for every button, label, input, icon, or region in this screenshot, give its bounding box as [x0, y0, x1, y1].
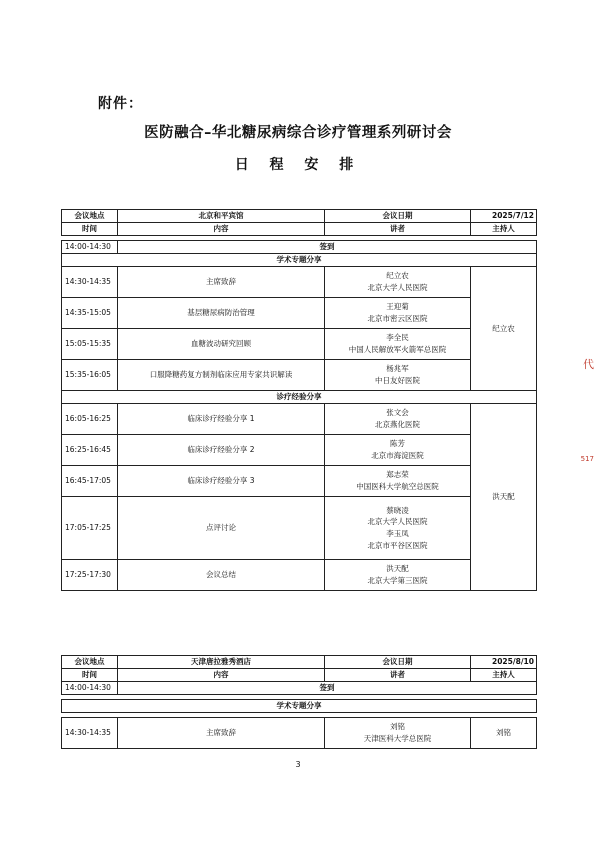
- date-value: 2025/8/10: [471, 656, 537, 669]
- table-row: [62, 267, 537, 298]
- speaker-affiliation: 中国人民解放军火箭军总医院: [348, 345, 447, 354]
- speaker-name: 郑志荣: [386, 470, 409, 480]
- time-header: 时间: [62, 223, 118, 236]
- session-time: 14:30-14:35: [62, 267, 118, 298]
- table-row: [62, 718, 537, 749]
- speaker-affiliation: 北京大学人民医院: [367, 517, 428, 527]
- session-content: 主席致辞: [118, 718, 325, 749]
- section-row: [62, 700, 537, 713]
- session-time: 14:35-15:05: [62, 298, 118, 329]
- session-speaker: [325, 435, 471, 466]
- venue-value: 北京和平宾馆: [118, 210, 325, 223]
- session-speaker: [325, 298, 471, 329]
- speaker-name: 纪立农: [386, 271, 409, 281]
- speaker-affiliation: 北京燕化医院: [375, 420, 420, 429]
- document-subtitle: 日 程 安 排: [234, 157, 362, 173]
- speaker-header: 讲者: [325, 223, 471, 236]
- page-number: 3: [295, 760, 301, 769]
- session-content: 会议总结: [118, 560, 325, 591]
- date-label: 会议日期: [325, 656, 471, 669]
- venue-label: 会议地点: [62, 656, 118, 669]
- table-row: [62, 560, 537, 591]
- session-content: 临床诊疗经验分享 2: [118, 435, 325, 466]
- table-row: [62, 497, 537, 560]
- session-speaker: [325, 267, 471, 298]
- speaker-header: 讲者: [325, 669, 471, 682]
- session-content: 主席致辞: [118, 267, 325, 298]
- checkin-label: 签到: [118, 682, 537, 695]
- table-row: [62, 329, 537, 360]
- session-speaker: [325, 560, 471, 591]
- speaker-affiliation: 北京市海淀医院: [371, 451, 424, 460]
- speaker-affiliation: 中日友好医院: [375, 376, 420, 385]
- section-row: [62, 254, 537, 267]
- session-content: 口服降糖药复方制剂临床应用专家共识解读: [118, 360, 325, 391]
- header-row: [62, 223, 537, 236]
- speaker-name: 刘铭: [390, 722, 405, 732]
- speaker-name: 杨兆军: [386, 364, 409, 374]
- session-host: 纪立农: [471, 267, 537, 391]
- speaker-affiliation: 北京大学人民医院: [367, 283, 428, 292]
- session-time: 15:05-15:35: [62, 329, 118, 360]
- date-value: 2025/7/12: [471, 210, 537, 223]
- session-speaker: [325, 404, 471, 435]
- table-row: [62, 360, 537, 391]
- table-row: [62, 435, 537, 466]
- section-title: 学术专题分享: [62, 700, 537, 713]
- session-speaker: [325, 718, 471, 749]
- time-header: 时间: [62, 669, 118, 682]
- speaker-affiliation: 中国医科大学航空总医院: [356, 482, 439, 491]
- session-host: 洪天配: [471, 404, 537, 591]
- section-row: [62, 391, 537, 404]
- checkin-time: 14:00-14:30: [62, 682, 118, 695]
- section-title: 学术专题分享: [62, 254, 537, 267]
- speaker-name: 李玉凤: [386, 529, 409, 538]
- session-speaker: [325, 329, 471, 360]
- content-header: 内容: [118, 223, 325, 236]
- session-content: 点评讨论: [118, 497, 325, 560]
- speaker-name: 张文会: [386, 408, 409, 418]
- stamp-fragment: 代: [583, 358, 594, 371]
- document-title: 医防融合–华北糖尿病综合诊疗管理系列研讨会: [144, 125, 452, 141]
- session-time: 17:05-17:25: [62, 497, 118, 560]
- table-row: [62, 466, 537, 497]
- session-speaker: [325, 497, 471, 560]
- session-content: 临床诊疗经验分享 1: [118, 404, 325, 435]
- session-speaker: [325, 360, 471, 391]
- speaker-name: 王迎菊: [386, 302, 409, 312]
- session-content: 临床诊疗经验分享 3: [118, 466, 325, 497]
- schedule-table-1: [61, 209, 537, 591]
- session-time: 16:25-16:45: [62, 435, 118, 466]
- table-row: [62, 404, 537, 435]
- host-header: 主持人: [471, 223, 537, 236]
- speaker-affiliation: 北京市密云区医院: [367, 314, 428, 323]
- session-time: 15:35-16:05: [62, 360, 118, 391]
- speaker-affiliation: 天津医科大学总医院: [363, 734, 432, 743]
- section-title: 诊疗经验分享: [62, 391, 537, 404]
- speaker-name: 洪天配: [386, 564, 409, 574]
- checkin-row: [62, 241, 537, 254]
- checkin-label: 签到: [118, 241, 537, 254]
- checkin-time: 14:00-14:30: [62, 241, 118, 254]
- venue-row: [62, 656, 537, 669]
- attachment-label: 附件：: [98, 96, 143, 112]
- date-label: 会议日期: [325, 210, 471, 223]
- venue-label: 会议地点: [62, 210, 118, 223]
- session-time: 16:05-16:25: [62, 404, 118, 435]
- stamp-fragment: 517: [580, 455, 594, 463]
- host-header: 主持人: [471, 669, 537, 682]
- speaker-affiliation: 北京大学第三医院: [367, 576, 428, 585]
- session-host: 刘铭: [471, 718, 537, 749]
- session-time: 14:30-14:35: [62, 718, 118, 749]
- schedule-table-2: [61, 655, 537, 749]
- session-time: 17:25-17:30: [62, 560, 118, 591]
- checkin-row: [62, 682, 537, 695]
- table-row: [62, 298, 537, 329]
- venue-value: 天津唐拉雅秀酒店: [118, 656, 325, 669]
- speaker-name: 陈芳: [390, 439, 405, 449]
- session-time: 16:45-17:05: [62, 466, 118, 497]
- session-content: 基层糖尿病防治管理: [118, 298, 325, 329]
- session-content: 血糖波动研究回顾: [118, 329, 325, 360]
- content-header: 内容: [118, 669, 325, 682]
- venue-row: [62, 210, 537, 223]
- speaker-name: 李全民: [386, 333, 409, 343]
- session-speaker: [325, 466, 471, 497]
- header-row: [62, 669, 537, 682]
- speaker-name: 蔡晓凌: [386, 505, 409, 515]
- speaker-affiliation: 北京市平谷区医院: [367, 540, 428, 550]
